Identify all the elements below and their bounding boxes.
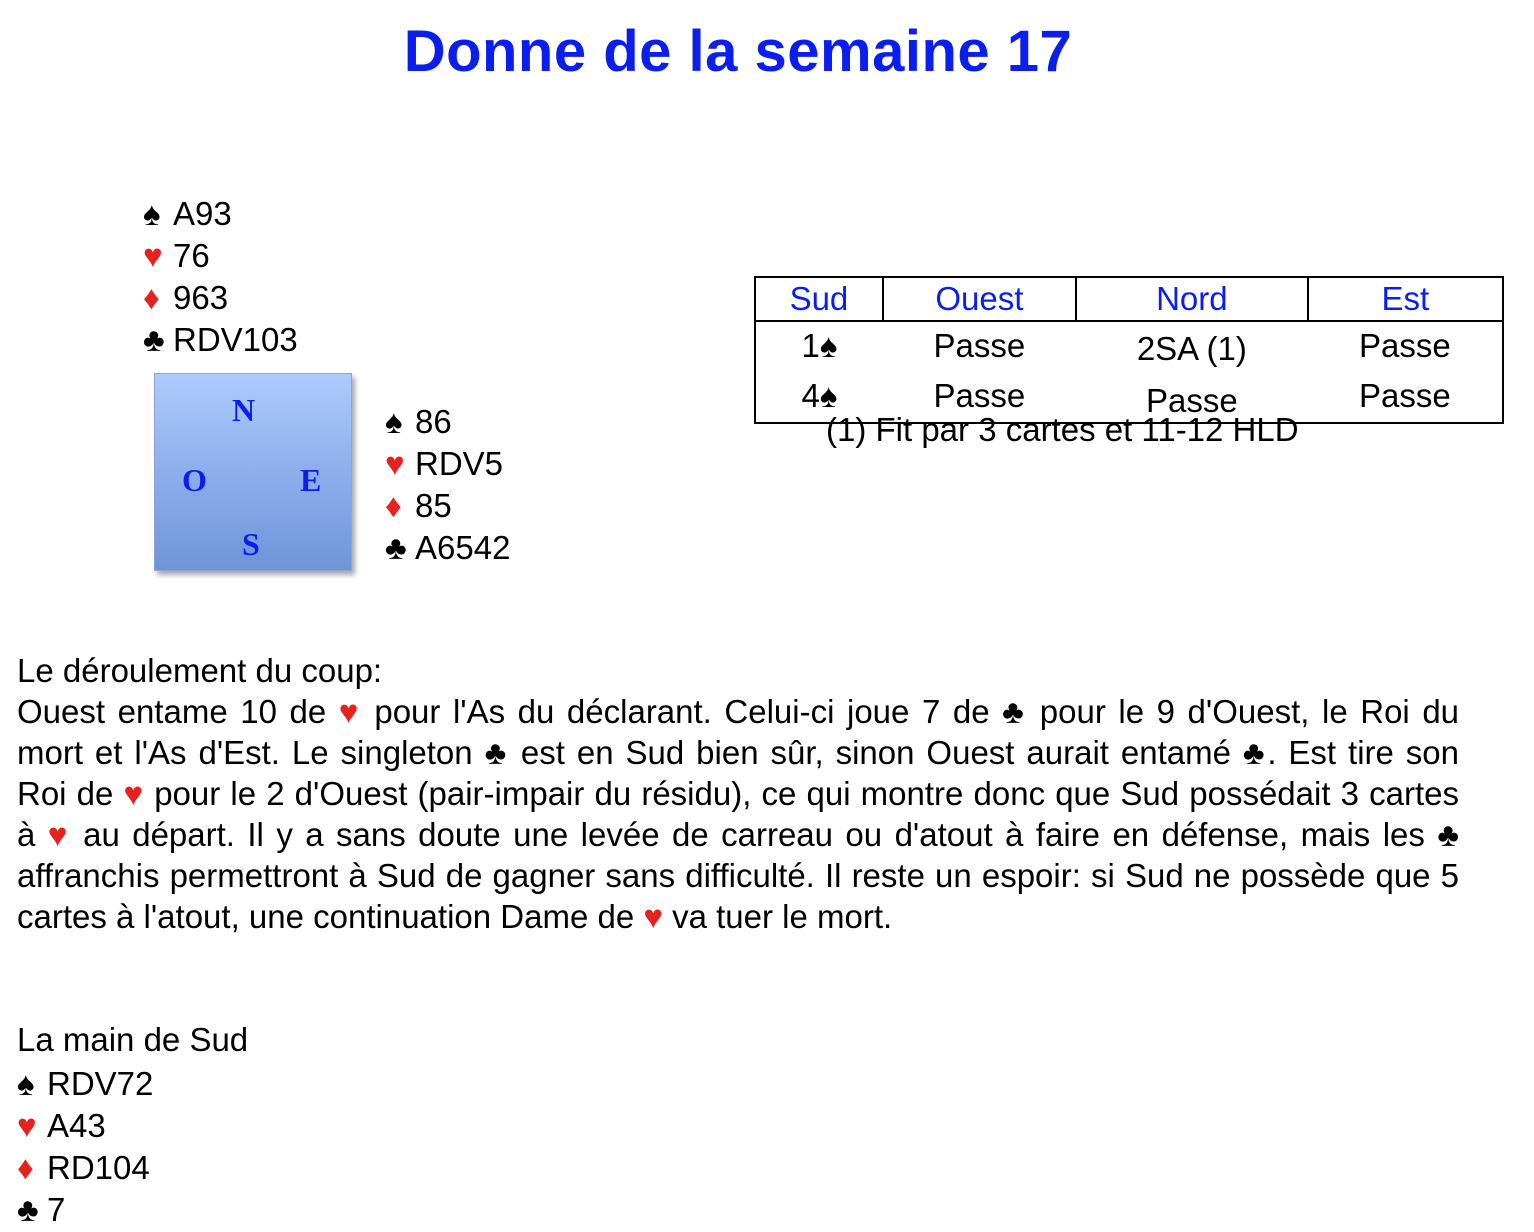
bid-cell: Passe [1076, 370, 1308, 423]
spade-icon: ♠ [17, 1065, 35, 1102]
north-clubs [143, 319, 298, 361]
spade-icon: ♠ [385, 403, 403, 440]
diamond-icon: ♦ [17, 1149, 34, 1186]
north-hearts-cards: 76 [173, 237, 210, 274]
narrative-heading: Le déroulement du coup: [17, 652, 383, 689]
bidding-header-est: Est [1308, 277, 1503, 321]
narrative-text: pour le 2 d'Ouest (pair-impair du résidu), ce qui montre donc que Sud possédait 3 cartes à [17, 775, 1459, 853]
bid-cell: Passe [1308, 321, 1503, 370]
north-hearts [143, 235, 298, 277]
narrative-text: au départ. Il y a sans doute une levée de carreau ou d'atout à faire en défense, mais les [70, 816, 1438, 853]
north-diamonds-cards: 963 [173, 279, 229, 316]
bid-cell: Passe [883, 370, 1076, 423]
south-hand-title: La main de Sud [17, 1021, 249, 1058]
narrative-text: affranchis permettront à Sud de gagner sans difficulté. Il reste un espoir: si Sud ne possède que 5 cartes à l'atout, une continuation Dame de [17, 857, 1459, 935]
heart-icon: ♥ [17, 1107, 37, 1144]
page-title: Donne de la semaine 17 [403, 19, 1073, 84]
bid-cell: 1♠ [755, 321, 883, 370]
narrative-text: est en Sud bien sûr, sinon Ouest aurait entamé [508, 734, 1243, 771]
compass-north-label: N [232, 392, 256, 428]
north-hand [143, 193, 298, 361]
heart-icon: ♥ [385, 445, 405, 482]
south-spades [17, 1063, 153, 1105]
compass-east-label: E [300, 462, 322, 498]
diamond-icon: ♦ [385, 487, 402, 524]
heart-icon: ♥ [123, 775, 145, 812]
east-hearts [385, 443, 510, 485]
narrative-text: pour le 9 d'Ouest, le Roi du mort et l'As d'Est. Le singleton [17, 693, 1460, 771]
south-hearts [17, 1105, 153, 1147]
bidding-header-ouest: Ouest [883, 277, 1076, 321]
south-hearts-cards: A43 [47, 1107, 106, 1144]
bid-cell: 2SA (1) [1136, 330, 1247, 367]
south-diamonds-cards: RD104 [47, 1149, 150, 1186]
south-hand [17, 1063, 153, 1231]
compass-west-label: O [182, 462, 207, 498]
diamond-icon: ♦ [143, 279, 160, 316]
narrative-text: Ouest entame 10 de [17, 693, 339, 730]
east-hearts-cards: RDV5 [415, 445, 504, 482]
bid-cell: Passe [933, 327, 1026, 364]
south-diamonds [17, 1147, 153, 1189]
club-icon: ♣ [484, 734, 509, 771]
club-icon: ♣ [143, 321, 165, 358]
narrative-text: va tuer le mort. [662, 898, 893, 935]
north-clubs-cards: RDV103 [173, 321, 298, 358]
bid-cell: 4♠ [755, 370, 883, 423]
north-spades [143, 193, 298, 235]
south-clubs-cards: 7 [47, 1191, 66, 1228]
east-spades [385, 401, 510, 443]
club-icon: ♣ [17, 1191, 39, 1228]
bidding-table [754, 276, 1504, 424]
east-clubs [385, 527, 510, 569]
east-diamonds [385, 485, 510, 527]
north-diamonds [143, 277, 298, 319]
compass-box [154, 373, 352, 571]
bidding-footnote: (1) Fit par 3 cartes et 11-12 HLD [826, 411, 1299, 448]
north-spades-cards: A93 [173, 195, 232, 232]
bidding-row [755, 321, 1503, 370]
east-diamonds-cards: 85 [415, 487, 452, 524]
south-clubs [17, 1189, 153, 1231]
spade-icon: ♠ [143, 195, 161, 232]
compass-south-label: S [242, 526, 260, 562]
club-icon: ♣ [1002, 693, 1028, 730]
club-icon: ♣ [385, 529, 407, 566]
heart-icon: ♥ [338, 693, 362, 730]
bidding-header-row [755, 277, 1503, 321]
bid-cell: Passe [1308, 370, 1503, 423]
east-clubs-cards: A6542 [415, 529, 511, 566]
heart-icon: ♥ [643, 898, 663, 935]
narrative-text: pour l'As du déclarant. Celui-ci joue 7 de [361, 693, 1003, 730]
east-hand [385, 401, 510, 569]
bidding-header-sud: Sud [755, 277, 883, 321]
narrative-paragraph [17, 691, 1459, 937]
heart-icon: ♥ [47, 816, 71, 853]
bidding-header-nord: Nord [1076, 277, 1308, 321]
club-icon: ♣ [1242, 734, 1268, 771]
east-spades-cards: 86 [415, 403, 452, 440]
narrative [17, 650, 1459, 937]
club-icon: ♣ [1437, 816, 1459, 853]
south-spades-cards: RDV72 [47, 1065, 154, 1102]
narrative-text: . Est tire son Roi de [17, 734, 1460, 812]
heart-icon: ♥ [143, 237, 163, 274]
